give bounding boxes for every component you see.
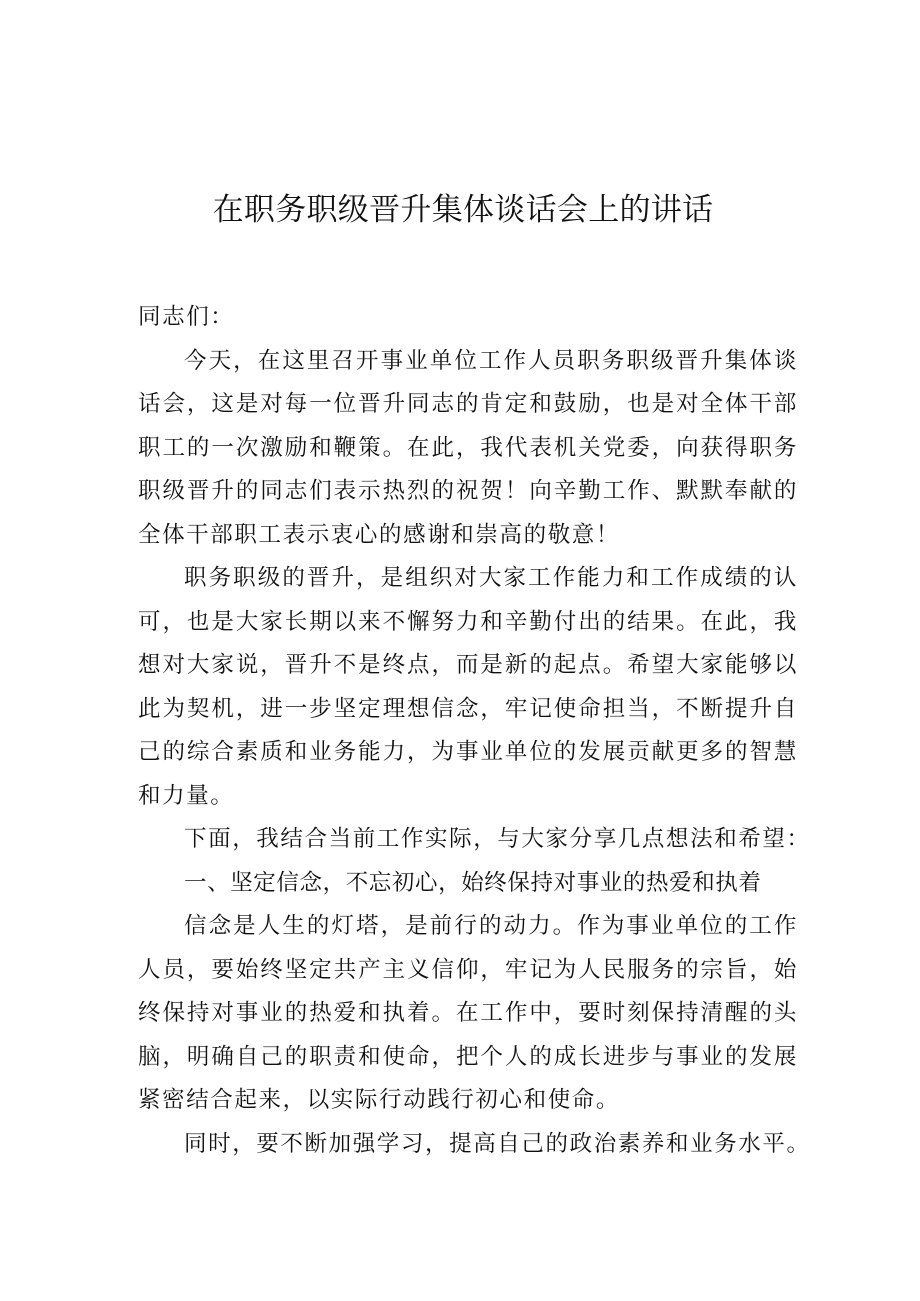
paragraph-promotion: 职务职级的晋升，是组织对大家工作能力和工作成绩的认可，也是大家长期以来不懈努力和辛勤付出的结果。在此，我想对大家说，晋升不是终点，而是新的起点。希望大家能够以此为契机，进一步坚定理想信念，牢记使命担当，不断提升自己的综合素质和业务能力，为事业单位的发展贡献更多的智慧和力量。 [138,565,798,809]
paragraph-intro-points: 下面，我结合当前工作实际，与大家分享几点想法和希望： [184,826,811,852]
document-body [138,296,811,1166]
document-title: 在职务职级晋升集体谈话会上的讲话 [212,192,714,228]
paragraph-study: 同时，要不断加强学习，提高自己的政治素养和业务水平。 [184,1130,811,1157]
section-heading-1: 一、坚定信念，不忘初心，始终保持对事业的热爱和执着 [184,869,762,896]
paragraph-opening: 今天，在这里召开事业单位工作人员职务职级晋升集体谈话会，这是对每一位晋升同志的肯定和鼓励，也是对全体干部职工的一次激励和鞭策。在此，我代表机关党委，向获得职务职级晋升的同志们表示热烈的祝贺！向辛勤工作、默默奉献的全体干部职工表示衷心的感谢和崇高的敬意！ [138,347,798,548]
paragraph-belief: 信念是人生的灯塔，是前行的动力。作为事业单位的工作人员，要始终坚定共产主义信仰，牢记为人民服务的宗旨，始终保持对事业的热爱和执着。在工作中，要时刻保持清醒的头脑，明确自己的职责和使命，把个人的成长进步与事业的发展紧密结合起来，以实际行动践行初心和使命。 [138,913,798,1113]
salutation: 同志们： [138,304,235,330]
